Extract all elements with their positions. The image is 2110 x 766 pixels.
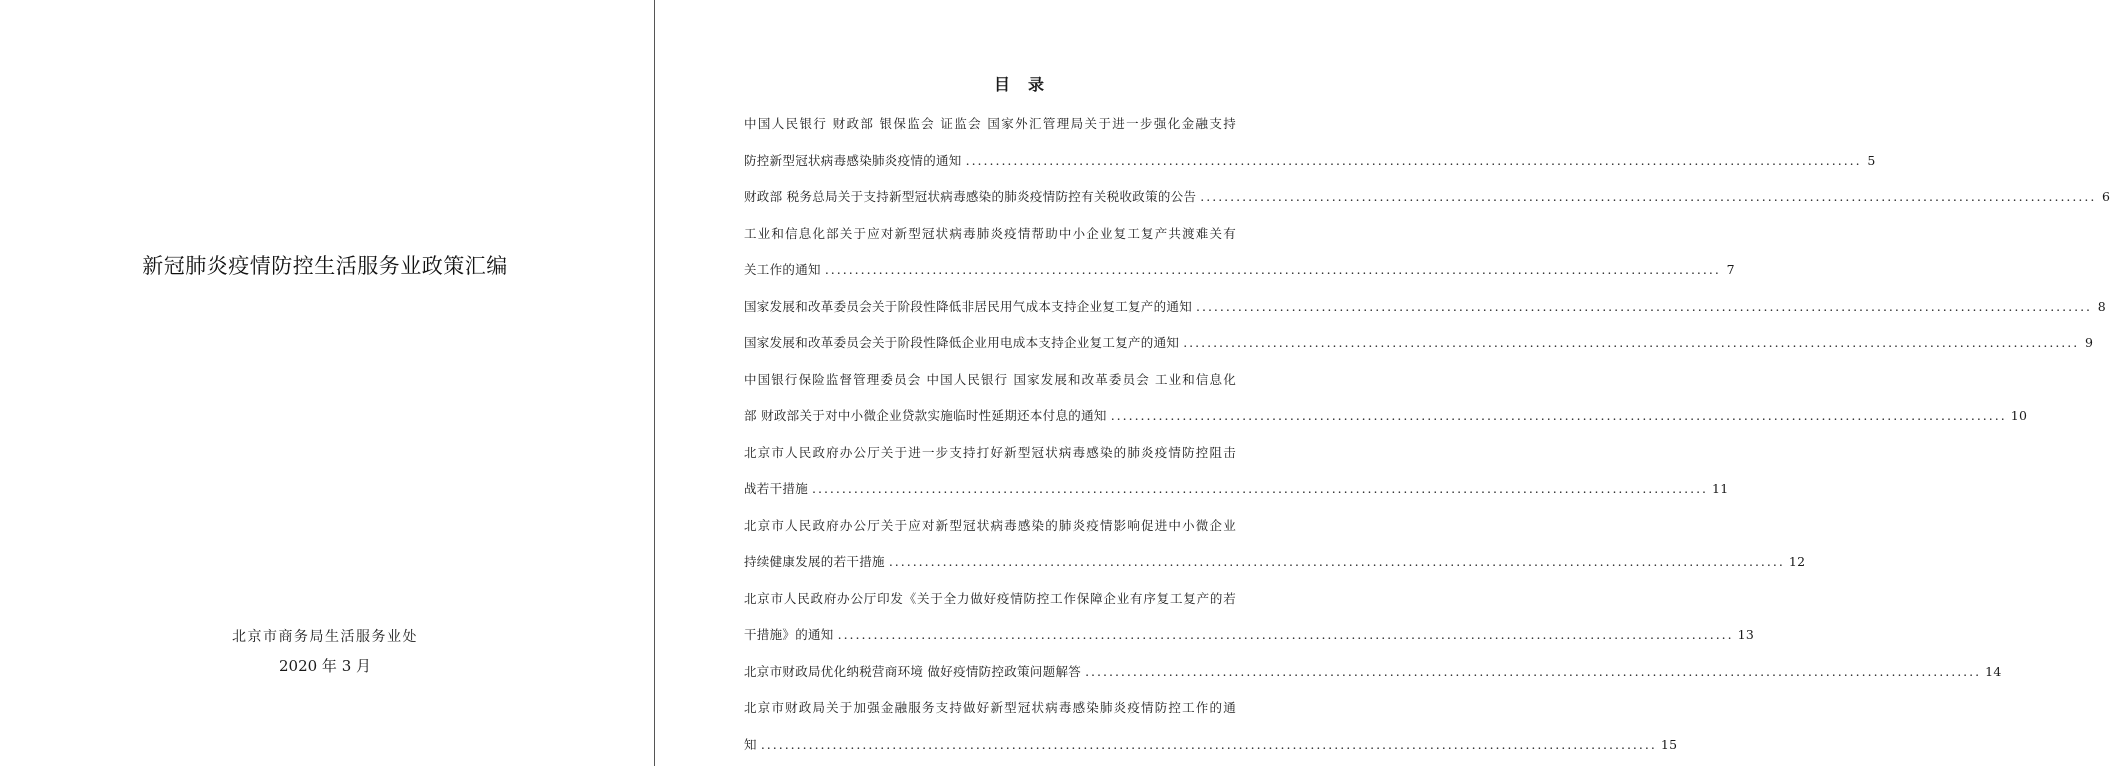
toc-entry-text: 财政部 税务总局关于支持新型冠状病毒感染的肺炎疫情防控有关税收政策的公告 bbox=[744, 189, 1197, 204]
cover-date: 2020 年 3 月 bbox=[278, 657, 372, 675]
toc-entry-text: 部 财政部关于对中小微企业贷款实施临时性延期还本付息的通知 bbox=[744, 408, 1107, 423]
toc-leader-dots bbox=[838, 617, 1734, 654]
toc-page-number: 12 bbox=[1788, 554, 1806, 569]
toc-list bbox=[744, 106, 2110, 763]
toc-page-number: 5 bbox=[1867, 152, 1876, 168]
toc-entry[interactable] bbox=[744, 143, 1876, 180]
toc-page-number: 6 bbox=[2102, 189, 2110, 204]
toc-entry-text: 关工作的通知 bbox=[744, 262, 821, 277]
toc-entry[interactable] bbox=[744, 289, 2107, 326]
toc-leader-dots bbox=[966, 143, 1862, 180]
toc-entry-text: 中国银行保险监督管理委员会 中国人民银行 国家发展和改革委员会 工业和信息化 bbox=[744, 371, 1236, 387]
toc-entry-text: 北京市人民政府办公厅关于进一步支持打好新型冠状病毒感染的肺炎疫情防控阻击 bbox=[744, 444, 1236, 460]
toc-leader-dots bbox=[1200, 179, 2096, 216]
toc-heading: 目录 bbox=[993, 75, 1062, 94]
toc-leader-dots bbox=[812, 471, 1708, 508]
cover-page bbox=[0, 0, 654, 766]
toc-entry[interactable] bbox=[744, 325, 2094, 362]
toc-leader-dots bbox=[1111, 398, 2007, 435]
toc-entry-text: 干措施》的通知 bbox=[744, 627, 834, 642]
cover-publisher: 北京市商务局生活服务业处 bbox=[232, 629, 418, 645]
toc-entry[interactable] bbox=[744, 727, 1678, 764]
toc-leader-dots bbox=[1183, 325, 2079, 362]
toc-entry[interactable] bbox=[744, 471, 1729, 508]
toc-page-number: 7 bbox=[1726, 262, 1735, 277]
toc-entry[interactable] bbox=[744, 362, 1236, 399]
toc-entry-text: 知 bbox=[744, 736, 757, 752]
toc-entry[interactable] bbox=[744, 106, 1236, 143]
toc-entry[interactable] bbox=[744, 544, 1806, 581]
toc-entry-text: 持续健康发展的若干措施 bbox=[744, 554, 885, 569]
cover-title: 新冠肺炎疫情防控生活服务业政策汇编 bbox=[142, 254, 508, 278]
toc-entry-text: 国家发展和改革委员会关于阶段性降低非居民用气成本支持企业复工复产的通知 bbox=[744, 298, 1193, 314]
toc-page-number: 14 bbox=[1985, 663, 2002, 679]
toc-entry-text: 国家发展和改革委员会关于阶段性降低企业用电成本支持企业复工复产的通知 bbox=[744, 335, 1180, 350]
toc-entry[interactable] bbox=[744, 216, 1236, 253]
toc-page-number: 11 bbox=[1712, 481, 1729, 496]
toc-leader-dots bbox=[761, 727, 1657, 764]
toc-page-number: 9 bbox=[2084, 335, 2094, 350]
toc-entry[interactable] bbox=[744, 252, 1735, 289]
toc-entry[interactable] bbox=[744, 508, 1236, 545]
toc-entry-text: 战若干措施 bbox=[744, 481, 809, 496]
toc-page-number: 8 bbox=[2097, 298, 2107, 314]
toc-leader-dots bbox=[1196, 289, 2092, 326]
toc-entry-text: 中国人民银行 财政部 银保监会 证监会 国家外汇管理局关于进一步强化金融支持 bbox=[744, 116, 1236, 131]
toc-entry-text: 北京市人民政府办公厅印发《关于全力做好疫情防控工作保障企业有序复工复产的若 bbox=[744, 590, 1236, 606]
toc-entry[interactable] bbox=[744, 654, 2002, 691]
toc-entry[interactable] bbox=[744, 581, 1236, 618]
toc-entry[interactable] bbox=[744, 617, 1755, 654]
toc-leader-dots bbox=[1085, 654, 1981, 691]
toc-entry-text: 北京市人民政府办公厅关于应对新型冠状病毒感染的肺炎疫情影响促进中小微企业 bbox=[744, 517, 1236, 533]
toc-page bbox=[655, 0, 2110, 766]
toc-page-number: 13 bbox=[1737, 627, 1755, 642]
toc-page-number: 15 bbox=[1660, 736, 1678, 752]
toc-leader-dots bbox=[889, 544, 1785, 581]
toc-entry[interactable] bbox=[744, 179, 2110, 216]
toc-leader-dots bbox=[825, 252, 1721, 289]
toc-entry-text: 工业和信息化部关于应对新型冠状病毒肺炎疫情帮助中小企业复工复产共渡难关有 bbox=[744, 225, 1236, 241]
toc-entry-text: 北京市财政局优化纳税营商环境 做好疫情防控政策问题解答 bbox=[744, 663, 1082, 679]
toc-page-number: 10 bbox=[2010, 408, 2028, 423]
toc-entry[interactable] bbox=[744, 398, 2028, 435]
toc-entry-text: 北京市财政局关于加强金融服务支持做好新型冠状病毒感染肺炎疫情防控工作的通 bbox=[744, 700, 1236, 715]
toc-entry-text: 防控新型冠状病毒感染肺炎疫情的通知 bbox=[744, 152, 962, 168]
toc-entry[interactable] bbox=[744, 435, 1236, 472]
toc-entry[interactable] bbox=[744, 690, 1236, 727]
